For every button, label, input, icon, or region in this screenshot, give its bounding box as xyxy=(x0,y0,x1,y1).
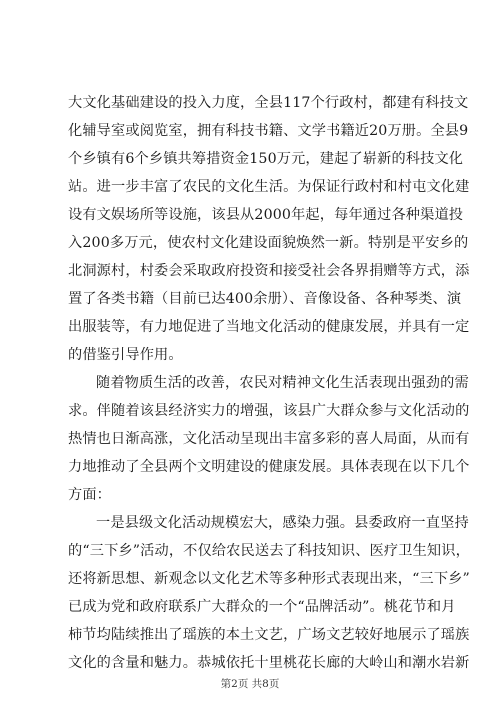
text-line: 一是县级文化活动规模宏大，感染力强。县委政府一直坚持 xyxy=(96,515,469,531)
text-line: 设有文娱场所等设施，该县从2000年起，每年通过各种渠道投 xyxy=(68,207,464,223)
paragraph xyxy=(68,369,470,509)
text-line: 化辅导室或阅览室，拥有科技书籍、文学书籍近20万册。全县9 xyxy=(68,123,469,139)
text-line: 置了各类书籍（目前已达400余册）、音像设备、各种琴类、演 xyxy=(68,291,462,307)
text-line: 个乡镇有6个乡镇共筹措资金150万元，建起了崭新的科技文化 xyxy=(68,151,464,167)
text-line: 已成为党和政府联系广大群众的一个“品牌活动”。桃花节和月 xyxy=(68,599,456,615)
text-line: 柿节均陆续推出了瑶族的本土文艺，广场文艺较好地展示了瑶族 xyxy=(68,627,470,643)
document-body xyxy=(68,89,470,677)
text-line: 力地推动了全县两个文明建设的健康发展。具体表现在以下几个 xyxy=(68,459,470,475)
text-line: 文化的含量和魅力。恭城依托十里桃花长廊的大岭山和潮水岩新 xyxy=(68,655,470,671)
paragraph xyxy=(68,89,470,369)
text-line: 大文化基础建设的投入力度，全县117个行政村，都建有科技文 xyxy=(68,95,469,111)
text-line: 热情也日渐高涨，文化活动呈现出丰富多彩的喜人局面，从而有 xyxy=(68,431,470,447)
text-line: 入200多万元，使农村文化建设面貌焕然一新。特别是平安乡的 xyxy=(68,235,469,251)
text-line: 随着物质生活的改善，农民对精神文化生活表现出强劲的需 xyxy=(96,375,469,391)
text-line: 的借鉴引导作用。 xyxy=(68,347,183,363)
paragraph xyxy=(68,509,470,677)
text-line: 站。进一步丰富了农民的文化生活。为保证行政村和村屯文化建 xyxy=(68,179,470,195)
text-line: 还将新思想、新观念以文化艺术等多种形式表现出来，“三下乡” xyxy=(68,571,470,587)
text-line: 求。伴随着该县经济实力的增强，该县广大群众参与文化活动的 xyxy=(68,403,470,419)
page-number-footer: 第2页 共8页 xyxy=(220,678,280,690)
text-line: 出服装等，有力地促进了当地文化活动的健康发展，并具有一定 xyxy=(68,319,470,335)
text-line: 北洞源村，村委会采取政府投资和接受社会各界捐赠等方式，添 xyxy=(68,263,470,279)
text-line: 方面： xyxy=(68,487,112,503)
text-line: 的“三下乡”活动，不仅给农民送去了科技知识、医疗卫生知识， xyxy=(68,543,470,559)
